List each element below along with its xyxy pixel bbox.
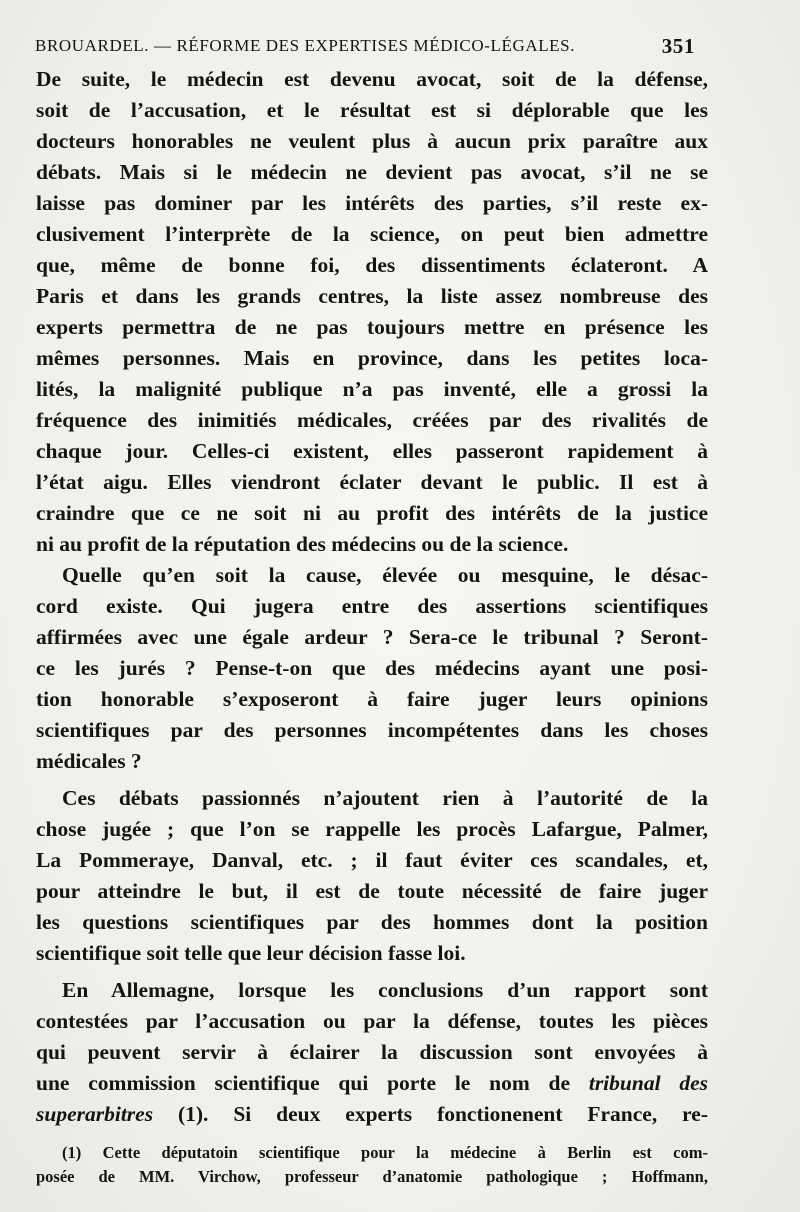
text-line: mêmes personnes. Mais en province, dans les petites loca- [36,346,708,370]
text-run: (1). Si deux experts fonctionenent France, re- [153,1102,708,1126]
text-run: une commission scientifique qui porte le nom de [36,1071,571,1095]
text-line: chose jugée ; que l’on se rappelle les procès Lafargue, Palmer, [36,817,708,841]
text-line: clusivement l’interprète de la science, on peut bien admettre [36,222,708,246]
text-line: lités, la malignité publique n’a pas inventé, elle a grossi la [36,377,708,401]
text-line: Paris et dans les grands centres, la liste assez nombreuse des [36,284,708,308]
text-line: soit de l’accusation, et le résultat est si déplorable que les [36,98,708,122]
text-line: médicales ? [36,749,142,773]
text-line: contestées par l’accusation ou par la défense, toutes les pièces [36,1009,708,1033]
text-line: experts permettra de ne pas toujours mettre en présence les [36,315,708,339]
page-number: 351 [661,34,695,58]
header-title: BROUARDEL. — RÉFORME DES EXPERTISES MÉDICO-LÉGALES. [35,36,576,55]
footnote [36,1141,708,1189]
text-line: pour atteindre le but, il est de toute nécessité de faire juger [36,879,708,903]
text-line: scientifique soit telle que leur décision fasse loi. [36,941,466,965]
text-line: ni au profit de la réputation des médecins ou de la science. [36,532,569,556]
text-line: tion honorable s’exposeront à faire juger leurs opinions [36,687,708,711]
text-line: craindre que ce ne soit ni au profit des intérêts de la justice [36,501,708,525]
text-line: ce les jurés ? Pense-t-on que des médecins ayant une posi- [36,656,708,680]
text-line-with-italic [36,1068,708,1099]
text-line: docteurs honorables ne veulent plus à aucun prix paraître aux [36,129,708,153]
paragraph-1 [36,64,708,560]
text-line: scientifiques par des personnes incompétentes dans les choses [36,718,708,742]
text-line: En Allemagne, lorsque les conclusions d’un rapport sont [62,978,708,1002]
italic-term: superarbitres [36,1102,154,1126]
text-line: l’état aigu. Elles viendront éclater devant le public. Il est à [36,470,708,494]
text-line: fréquence des inimitiés médicales, créées par des rivalités de [36,408,708,432]
text-line: débats. Mais si le médecin ne devient pas avocat, s’il ne se [36,160,708,184]
text-line-with-italic [36,1099,708,1130]
text-line: affirmées avec une égale ardeur ? Sera-ce le tribunal ? Seront- [36,625,708,649]
text-line: cord existe. Qui jugera entre des assertions scientifiques [36,594,708,618]
footnote-line: (1) Cette députatoin scientifique pour la médecine à Berlin est com- [62,1143,708,1162]
text-line: chaque jour. Celles-ci existent, elles passeront rapidement à [36,439,708,463]
text-line: La Pommeraye, Danval, etc. ; il faut éviter ces scandales, et, [36,848,708,872]
text-line: De suite, le médecin est devenu avocat, soit de la défense, [36,67,708,91]
running-header [35,34,695,60]
paragraph-4 [36,975,708,1130]
text-line: que, même de bonne foi, des dissentiments éclateront. A [36,253,708,277]
text-line: Quelle qu’en soit la cause, élevée ou mesquine, le désac- [62,563,708,587]
paragraph-3 [36,783,708,969]
footnote-line: posée de MM. Virchow, professeur d’anatomie pathologique ; Hoffmann, [36,1167,708,1186]
body-text [36,64,708,1130]
text-line: les questions scientifiques par des hommes dont la position [36,910,708,934]
text-line: Ces débats passionnés n’ajoutent rien à l’autorité de la [62,786,708,810]
text-line: laisse pas dominer par les intérêts des parties, s’il reste ex- [36,191,708,215]
italic-term: tribunal des [588,1071,708,1095]
paragraph-2 [36,560,708,777]
text-line: qui peuvent servir à éclairer la discussion sont envoyées à [36,1040,708,1064]
